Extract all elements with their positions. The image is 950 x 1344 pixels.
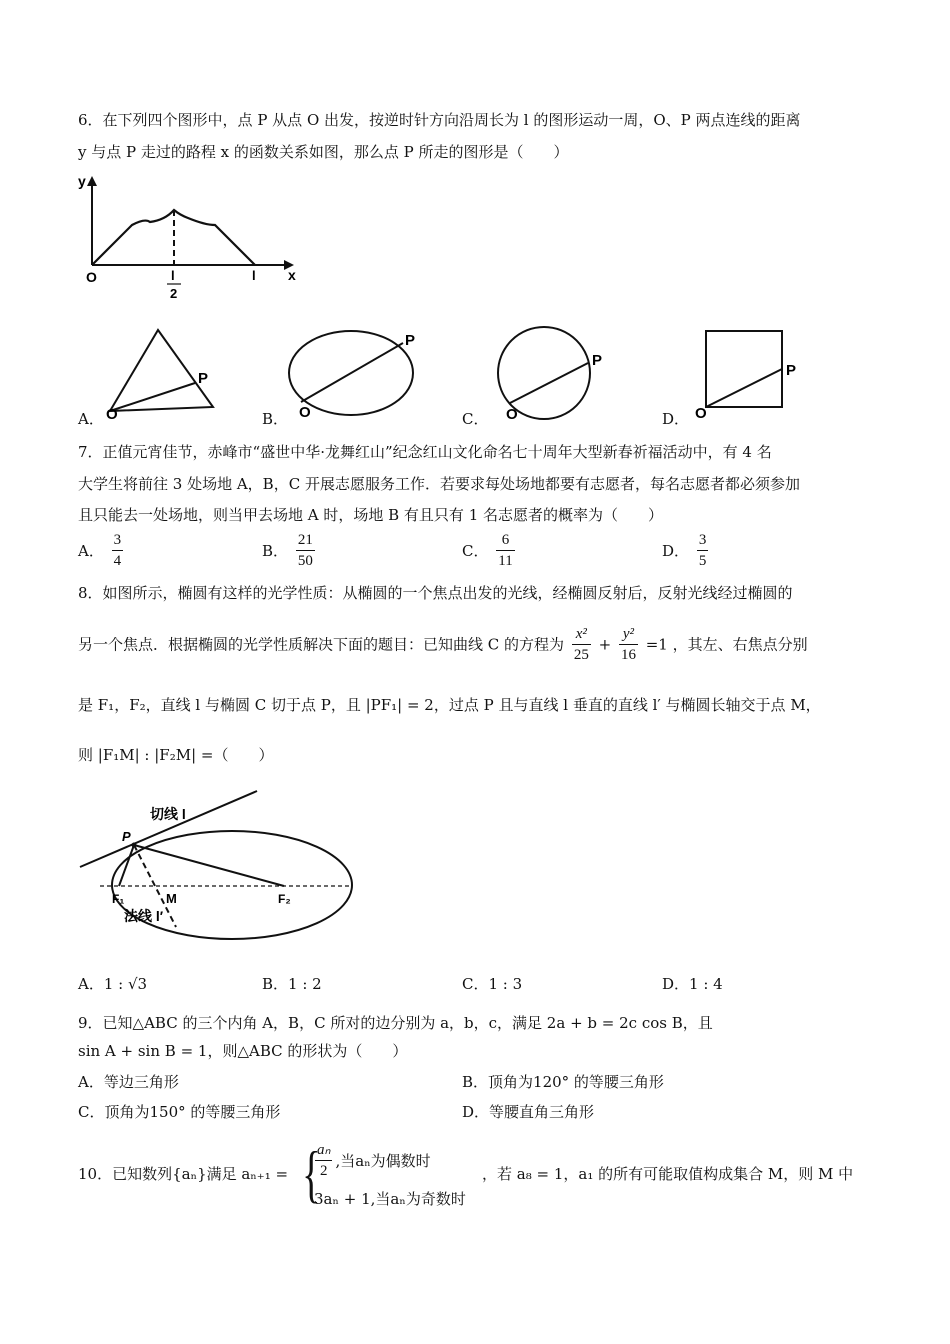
- q8-text-line1: 8．如图所示，椭圆有这样的光学性质：从椭圆的一个焦点出发的光线，经椭圆反射后，反射光线经过椭圆的: [78, 584, 793, 602]
- q7-option-b-label: B．: [262, 542, 289, 560]
- q10-prefix: 10．已知数列{aₙ}满足 aₙ₊₁ =: [78, 1165, 289, 1183]
- q10-brace: {: [302, 1138, 321, 1209]
- q6-graph-x-label: x: [288, 267, 296, 283]
- q7-option-c-label: C．: [462, 542, 489, 560]
- q10-case2: 3aₙ + 1,当aₙ为奇数时: [314, 1190, 466, 1208]
- q6-option-a-o: O: [106, 406, 118, 423]
- q6-option-d-o: O: [695, 405, 707, 422]
- q8-option-c: C．1 : 3: [462, 975, 523, 993]
- q6-option-a-triangle: [100, 325, 230, 425]
- q7-option-a: [78, 530, 126, 571]
- q6-option-b-o: O: [299, 404, 311, 421]
- q6-graph-half-num: l: [171, 268, 175, 283]
- q6-option-b-ellipse: [285, 325, 435, 425]
- q6-option-a-p: P: [198, 370, 209, 387]
- q10-case1-cond: ,当aₙ为偶数时: [335, 1152, 431, 1170]
- q6-option-a-label: A．: [78, 410, 104, 428]
- q6-graph-origin: O: [86, 269, 97, 285]
- q6-option-b-label: B．: [262, 410, 289, 428]
- q7-option-a-den: 4: [113, 553, 122, 569]
- q7-option-b-den: 50: [297, 553, 313, 569]
- q9-text-line2: sin A + sin B = 1，则△ABC 的形状为（ ）: [78, 1042, 408, 1060]
- q10-case1-den: 2: [319, 1163, 328, 1179]
- q7-option-c-num: 6: [496, 530, 514, 551]
- q7-option-a-label: A．: [78, 542, 104, 560]
- q6-option-d-p: P: [786, 362, 797, 379]
- q6-text-line2: y 与点 P 走过的路程 x 的函数关系如图，那么点 P 所走的图形是（ ）: [78, 143, 569, 161]
- q7-option-c-den: 11: [498, 553, 513, 569]
- q6-option-c-circle: [488, 325, 618, 425]
- q6-graph-end: l: [252, 268, 256, 283]
- q8-figure-m: M: [166, 891, 177, 906]
- q8-figure-p: P: [122, 829, 131, 844]
- q9-option-a: A．等边三角形: [78, 1073, 179, 1091]
- q9-option-b: B．顶角为120° 的等腰三角形: [462, 1073, 664, 1091]
- q10-suffix: ，若 a₈ = 1，a₁ 的所有可能取值构成集合 M，则 M 中: [482, 1165, 854, 1183]
- q8-figure-tangent-label: 切线 l: [150, 806, 186, 822]
- q6-option-c-p: P: [592, 352, 603, 369]
- q9-text-line1: 9．已知△ABC 的三个内角 A，B，C 所对的边分别为 a，b，c，满足 2a + b = 2c cos B，且: [78, 1014, 713, 1032]
- q7-text-line1: 7．正值元宵佳节，赤峰市“盛世中华·龙舞红山”纪念红山文化命名七十周年大型新春祈福活动中，有 4 名: [78, 443, 772, 461]
- q8-option-b: B．1 : 2: [262, 975, 322, 993]
- q6-option-d-square: [690, 325, 820, 425]
- q6-option-d-label: D．: [662, 410, 690, 428]
- q8-line2-suffix: ，其左、右焦点分别: [672, 635, 808, 654]
- q8-figure-f2: F₂: [278, 892, 291, 906]
- q8-figure-f1: F₁: [112, 892, 125, 906]
- q6-option-c-label: C．: [462, 410, 489, 428]
- q7-option-c: [462, 530, 518, 571]
- q7-option-d: [662, 530, 711, 571]
- q8-text-line4: 则 |F₁M| : |F₂M| =（ ）: [78, 746, 274, 764]
- q7-text-line3: 且只能去一处场地，则当甲去场地 A 时，场地 B 有且只有 1 名志愿者的概率为（ ）: [78, 506, 664, 524]
- q8-figure-normal-label: 法线 l′: [124, 908, 164, 924]
- q7-option-d-den: 5: [698, 553, 707, 569]
- q6-graph-half-den: 2: [170, 286, 178, 301]
- q8-eq-y-den: 16: [620, 647, 636, 663]
- q7-option-d-num: 3: [697, 530, 709, 551]
- q8-ellipse-figure: [72, 785, 332, 945]
- q6-graph-y-label: y: [78, 173, 86, 189]
- q9-option-c: C．顶角为150° 的等腰三角形: [78, 1103, 281, 1121]
- q7-option-d-label: D．: [662, 542, 690, 560]
- q8-text-line2: [78, 624, 808, 665]
- q7-text-line2: 大学生将前往 3 处场地 A，B，C 开展志愿服务工作．若要求每处场地都要有志愿者，每名志愿者都必须参加: [78, 475, 800, 493]
- q10-case1-num: aₙ: [315, 1140, 332, 1161]
- q8-line2-prefix: 另一个焦点．根据椭圆的光学性质解决下面的题目：已知曲线 C 的方程为: [78, 635, 565, 654]
- q7-option-a-num: 3: [112, 530, 124, 551]
- q8-eq-plus: +: [598, 635, 612, 654]
- q8-eq-x: x²: [572, 624, 591, 645]
- q7-option-b: [262, 530, 318, 571]
- q6-text-line1: 6．在下列四个图形中，点 P 从点 O 出发，按逆时针方向沿周长为 l 的图形运动一周，O、P 两点连线的距离: [78, 111, 801, 129]
- q8-text-line3: 是 F₁，F₂，直线 l 与椭圆 C 切于点 P，且 |PF₁| = 2，过点 P 且与直线 l 垂直的直线 l′ 与椭圆长轴交于点 M，: [78, 696, 821, 714]
- q9-option-d: D．等腰直角三角形: [462, 1103, 595, 1121]
- q6-function-graph: [70, 170, 310, 310]
- q10-case1: [312, 1140, 431, 1181]
- q7-option-b-num: 21: [296, 530, 315, 551]
- q6-option-c-o: O: [506, 406, 518, 423]
- q8-option-d: D．1 : 4: [662, 975, 723, 993]
- q6-option-b-p: P: [405, 332, 416, 349]
- q8-option-a: A．1 : √3: [78, 975, 148, 993]
- q8-eq-x-den: 25: [573, 647, 589, 663]
- q8-eq-y: y²: [619, 624, 638, 645]
- q8-eq-rhs: =1: [645, 635, 668, 654]
